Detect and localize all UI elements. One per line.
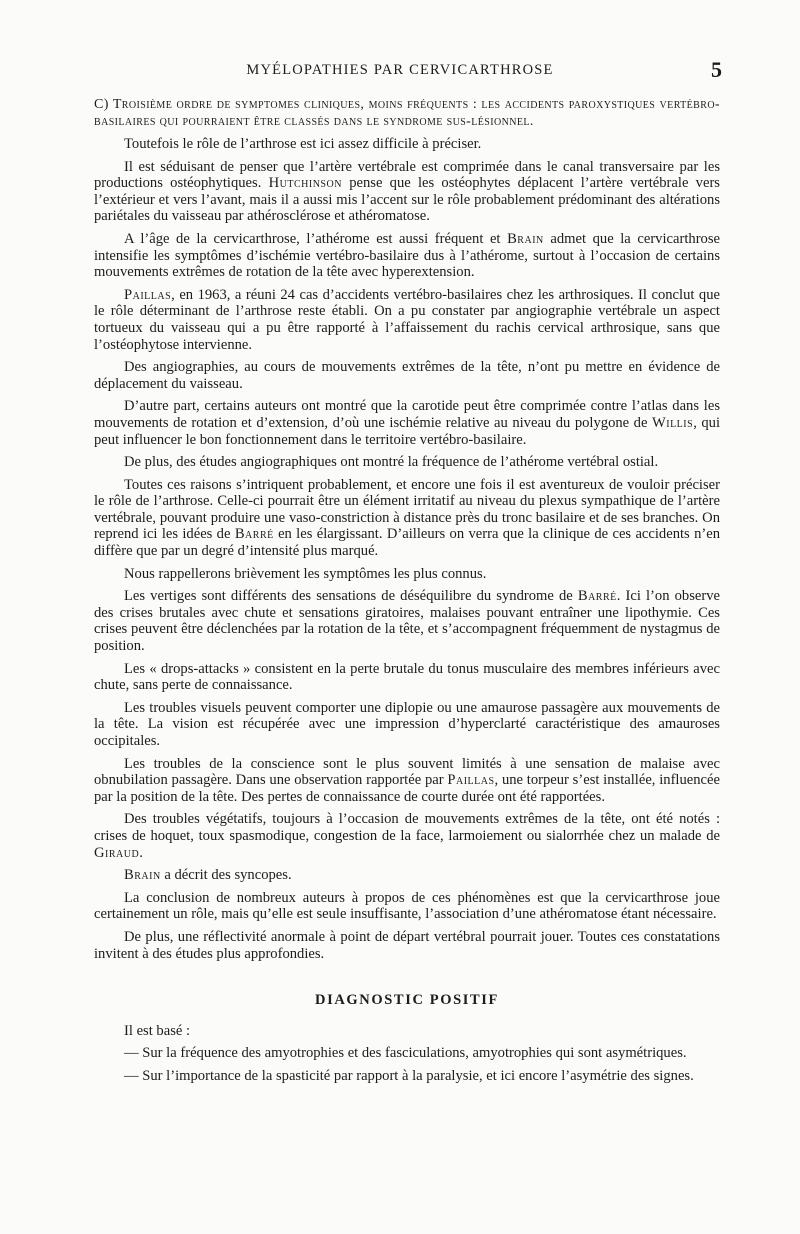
diagnostic-intro: Il est basé : bbox=[124, 1022, 191, 1039]
paragraph-2 bbox=[94, 159, 720, 225]
author-hutchinson: Hutchinson bbox=[268, 175, 342, 192]
paragraph-15 bbox=[94, 867, 720, 884]
paragraph-12 bbox=[94, 700, 720, 750]
paragraph-3 bbox=[94, 231, 720, 281]
paragraph-1 bbox=[94, 136, 720, 153]
paragraph-14-text-a: Des troubles végétatifs, toujours à l’occasion de mouvements extrêmes de la tête, ont été notés : crises de hoquet, toux spasmodique, congestion de la face, larmoiement ou sialorrhée chez un malade de bbox=[94, 811, 720, 844]
paragraph-17-text: De plus, une réflectivité anormale à point de départ vertébral pourrait jouer. Toutes ces constatations invitent à des études plus approfondies. bbox=[94, 928, 720, 962]
paragraph-9 bbox=[94, 566, 720, 583]
paragraph-6 bbox=[94, 398, 720, 448]
paragraph-15-text-b: a décrit des syncopes. bbox=[164, 867, 292, 884]
paragraph-4-text-b: , en 1963, a réuni 24 cas d’accidents vertébro-basilaires chez les arthrosiques. Il conclut que le rôle déterminant de l’arthrose reste établi. On a pu constater par angiographie vertébrale un aspect tortueux du vaisseau qui a pu être rapporté à l’affaissement du rachis cervical arthrosique, sans que l’ostéophytose intervienne. bbox=[94, 286, 720, 353]
diagnostic-item-1: — Sur la fréquence des amyotrophies et des fasciculations, amyotrophies qui sont asymétriques. bbox=[124, 1045, 687, 1062]
paragraph-10-text-b: . Ici l’on observe des crises brutales avec chute et sensations giratoires, malaises pouvant entraîner une lipothymie. Ces crises peuvent être déclenchées par la rotation de la tête, et s’accompagnent fréquemment de nystagmus de position. bbox=[94, 588, 720, 655]
body-text bbox=[94, 96, 720, 1091]
author-brain-2: Brain bbox=[124, 867, 161, 884]
paragraph-8-text-b: en les élargissant. D’ailleurs on verra que la clinique de ces accidents n’en diffère que par un degré d’intensité plus marqué. bbox=[94, 526, 721, 560]
paragraph-16 bbox=[94, 890, 720, 923]
paragraph-13 bbox=[94, 756, 720, 806]
paragraph-17 bbox=[94, 929, 720, 962]
paragraph-2-text-b: pense que les ostéophytes déplacent l’artère vertébrale vers l’extérieur et vers l’avant, mais il a aussi mis l’accent sur le rôle probablement prédominant des altérations pariétales du vaisseau par athérosclérose et athéromatose. bbox=[94, 175, 720, 225]
author-barre-2: Barré bbox=[577, 588, 617, 605]
paragraph-14 bbox=[94, 811, 720, 861]
paragraph-5 bbox=[94, 359, 720, 392]
paragraph-12-text: Les troubles visuels peuvent comporter une diplopie ou une amaurose passagère aux mouvements de la tête. La vision est récupérée avec une impression d’hyperclarté caractéristique des amauroses occipitales. bbox=[94, 699, 720, 749]
paragraph-11 bbox=[94, 661, 720, 694]
paragraph-8-text-a: Toutes ces raisons s’intriquent probablement, et encore une fois il est aventureux de vouloir préciser le rôle de l’arthrose. Celle-ci pourrait être un élément irritatif au niveau du plexus sympathique de l’artère vertébrale, pouvant produire une vaso-constriction à distance près du tronc basilaire et de ses branches. On reprend ici les idées de bbox=[94, 476, 720, 543]
paragraph-14-text-b: . bbox=[139, 844, 143, 861]
paragraph-16-text: La conclusion de nombreux auteurs à propos de ces phénomènes est que la cervicarthrose joue certainement un rôle, mais qu’elle est seule insuffisante, l’association d’une athéromatose étant nécessaire. bbox=[94, 889, 720, 923]
paragraph-7 bbox=[94, 454, 720, 471]
diagnostic-heading: DIAGNOSTIC POSITIF bbox=[315, 992, 499, 1009]
section-c-heading: C) Troisième ordre de symptomes cliniques, moins fréquents : les accidents paroxystiques vertébro-basilaires qui pourraient être classés dans le syndrome sus-lésionnel. bbox=[94, 97, 720, 129]
paragraph-8 bbox=[94, 477, 720, 560]
page-number: 5 bbox=[711, 57, 722, 82]
paragraph-4 bbox=[94, 287, 720, 353]
author-paillas: Paillas bbox=[124, 286, 172, 303]
running-title: MYÉLOPATHIES PAR CERVICARTHROSE bbox=[246, 62, 554, 78]
author-willis: Willis bbox=[651, 414, 694, 431]
paragraph-6-text-a: D’autre part, certains auteurs ont montré que la carotide peut être comprimée contre l’atlas dans les mouvements de rotation et d’extension, d’où une ischémie relative au niveau du polygone de bbox=[94, 398, 720, 431]
paragraph-13-text-b: , une torpeur s’est installée, influencée par la position de la tête. Des pertes de connaissance de courte durée ont été rapportées. bbox=[94, 772, 720, 805]
paragraph-10 bbox=[94, 588, 720, 654]
running-header bbox=[0, 57, 800, 86]
paragraph-9-text: Nous rappellerons brièvement les symptômes les plus connus. bbox=[124, 565, 487, 582]
author-brain: Brain bbox=[507, 230, 544, 247]
author-paillas-2: Paillas bbox=[447, 772, 495, 789]
paragraph-1-text: Toutefois le rôle de l’arthrose est ici assez difficile à préciser. bbox=[124, 136, 482, 152]
paragraph-5-text: Des angiographies, au cours de mouvements extrêmes de la tête, n’ont pu mettre en évidence de déplacement du vaisseau. bbox=[94, 359, 720, 392]
paragraph-13-text-a: Les troubles de la conscience sont le plus souvent limités à une sensation de malaise avec obnubilation passagère. Dans une observation rapportée par bbox=[94, 755, 720, 789]
diagnostic-item-2: — Sur l’importance de la spasticité par rapport à la paralysie, et ici encore l’asymétrie des signes. bbox=[124, 1067, 694, 1084]
paragraph-11-text: Les « drops-attacks » consistent en la perte brutale du tonus musculaire des membres inférieurs avec chute, sans perte de connaissance. bbox=[94, 660, 720, 694]
author-barre: Barré bbox=[234, 526, 274, 543]
paragraph-3-text-b: admet que la cervicarthrose intensifie les symptômes d’ischémie vertébro-basilaire dus à l’athérome, surtout à l’occasion de certains mouvements extrêmes de rotation de la tête avec hyperextension. bbox=[94, 230, 721, 281]
paragraph-7-text: De plus, des études angiographiques ont montré la fréquence de l’athérome vertébral ostial. bbox=[124, 454, 659, 471]
paragraph-2-text-a: Il est séduisant de penser que l’artère vertébrale est comprimée dans le canal transversaire par les productions ostéophytiques. bbox=[94, 158, 720, 192]
paragraph-6-text-b: , qui peut influencer le bon fonctionnement dans le territoire vertébro-basilaire. bbox=[94, 414, 720, 448]
paragraph-3-text-a: A l’âge de la cervicarthrose, l’athérome est aussi fréquent et bbox=[124, 230, 501, 247]
author-giraud: Giraud bbox=[94, 844, 140, 861]
paragraph-10-text-a: Les vertiges sont différents des sensations de déséquilibre du syndrome de bbox=[124, 588, 573, 605]
